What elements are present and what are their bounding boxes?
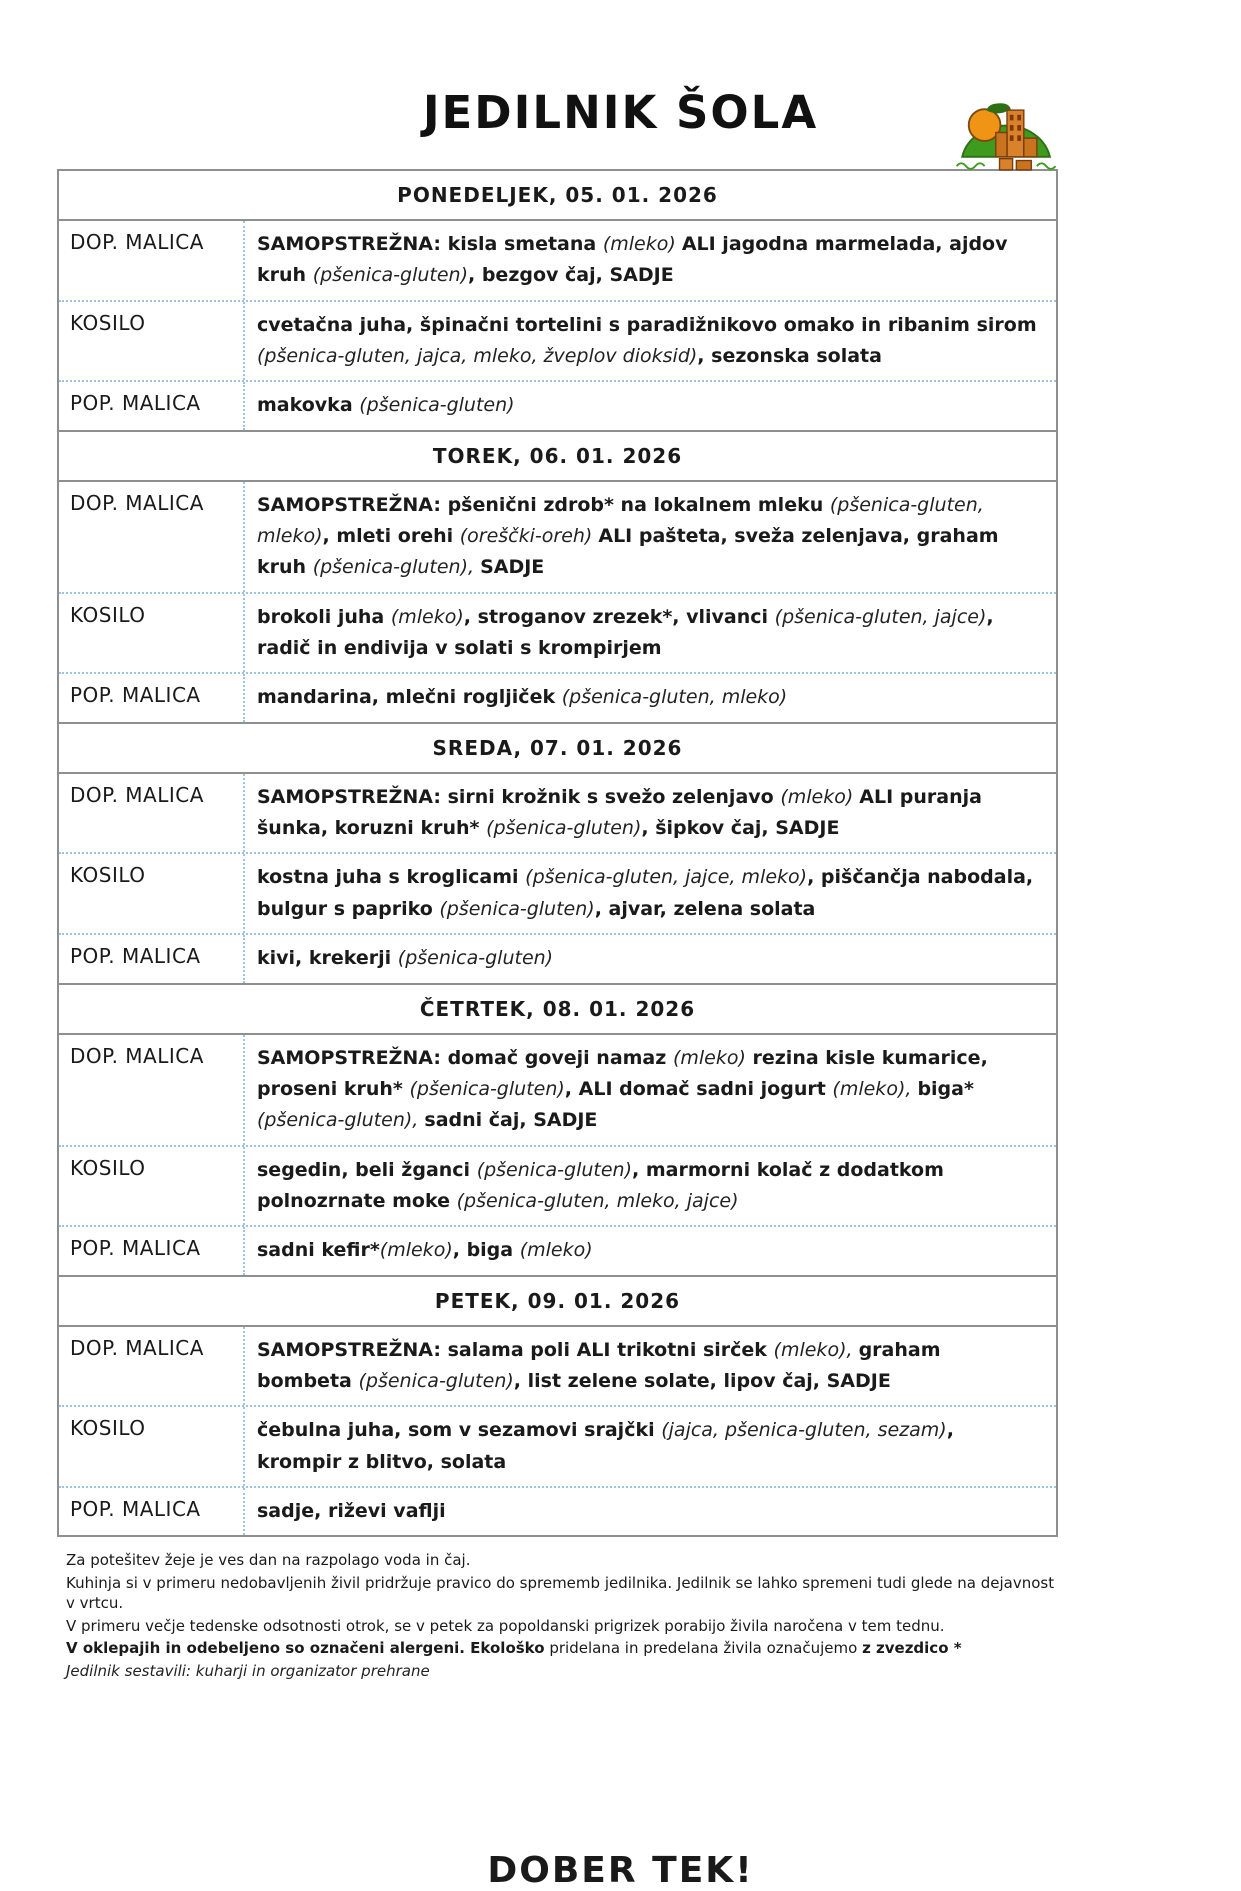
- text-segment: (pšenica-gluten),: [257, 1109, 425, 1132]
- text-segment: pridelana in predelana živila označujemo: [544, 1639, 863, 1658]
- meal-label: KOSILO: [59, 854, 245, 933]
- text-segment: (pšenica-gluten): [359, 394, 515, 417]
- text-segment: (pšenica-gluten): [486, 817, 642, 840]
- day-title: ČETRTEK, 08. 01. 2026: [419, 996, 696, 1021]
- text-segment: , šipkov čaj, SADJE: [641, 817, 840, 840]
- text-segment: SAMOPSTREŽNA: pšenični zdrob* na lokalnem mleku: [257, 493, 830, 516]
- text-segment: (mleko): [519, 1239, 593, 1262]
- meal-row: [59, 774, 1056, 853]
- meal-label: POP. MALICA: [59, 1227, 245, 1274]
- text-segment: čebulna juha, som v sezamovi srajčki: [257, 1419, 662, 1442]
- text-segment: Jedilnik sestavili: kuharji in organizator prehrane: [66, 1662, 430, 1681]
- text-segment: (pšenica-gluten): [358, 1369, 514, 1392]
- text-segment: SAMOPSTREŽNA: salama poli ALI trikotni sirček: [257, 1338, 774, 1361]
- text-segment: SAMOPSTREŽNA: kisla smetana: [257, 233, 603, 255]
- meal-label: KOSILO: [59, 302, 245, 381]
- text-segment: (jajca, pšenica-gluten, sezam): [661, 1419, 947, 1442]
- note-line: [66, 1551, 1056, 1571]
- text-segment: , radič in endivija v solati s krompirjem: [257, 605, 994, 660]
- text-segment: , bezgov čaj, SADJE: [468, 264, 674, 287]
- meal-content: [245, 221, 1056, 300]
- meal-label: DOP. MALICA: [59, 221, 245, 300]
- text-segment: sadje, riževi vaflji: [257, 1499, 446, 1522]
- day-section: [59, 722, 1056, 983]
- meal-row: [59, 1405, 1056, 1486]
- text-segment: SAMOPSTREŽNA: sirni krožnik s svežo zelenjavo: [257, 785, 781, 808]
- page-title: JEDILNIK ŠOLA: [422, 86, 819, 139]
- text-segment: , ajvar, zelena solata: [594, 897, 816, 920]
- meal-content: [245, 1035, 1056, 1145]
- meal-content: [245, 382, 1056, 429]
- meal-content: [245, 674, 1056, 721]
- text-segment: , piščančja nabodala, bulgur s papriko: [257, 866, 1034, 920]
- meal-content: [245, 594, 1056, 673]
- text-segment: makovka: [257, 394, 360, 417]
- meal-row: [59, 380, 1056, 429]
- day-title: TOREK, 06. 01. 2026: [432, 443, 683, 468]
- text-segment: segedin, beli žganci: [257, 1158, 477, 1181]
- text-segment: (pšenica-gluten): [439, 897, 595, 920]
- text-segment: , marmorni kolač z dodatkom polnozrnate moke: [257, 1158, 944, 1212]
- text-segment: , list zelene solate, lipov čaj, SADJE: [513, 1369, 891, 1392]
- meal-label: KOSILO: [59, 594, 245, 673]
- meal-row: [59, 221, 1056, 300]
- text-segment: cvetačna juha, špinačni tortelini s paradižnikovo omako in ribanim sirom: [257, 313, 1037, 336]
- day-section: [59, 1275, 1056, 1536]
- day-header: [59, 985, 1056, 1035]
- text-segment: graham bombeta: [257, 1338, 941, 1392]
- text-segment: ALI pašteta, sveža zelenjava, graham kruh: [257, 525, 999, 579]
- meal-content: [245, 935, 1056, 982]
- text-segment: ALI puranja šunka, koruzni kruh*: [257, 785, 982, 840]
- text-segment: V primeru večje tedenske odsotnosti otrok, se v petek za popoldanski prigrizek porabijo živila naročena v tem tednu.: [66, 1616, 945, 1635]
- text-segment: (pšenica-gluten),: [312, 556, 481, 579]
- text-segment: sadni kefir*: [257, 1239, 380, 1262]
- text-segment: (pšenica-gluten, mleko, jajce): [456, 1189, 739, 1212]
- meal-label: POP. MALICA: [59, 935, 245, 982]
- text-segment: z zvezdico *: [862, 1639, 962, 1658]
- footer-notes: [66, 1551, 1056, 1682]
- meal-label: POP. MALICA: [59, 1488, 245, 1535]
- meal-row: [59, 1035, 1056, 1145]
- text-segment: (mleko): [379, 1239, 453, 1262]
- meal-content: [245, 854, 1056, 933]
- text-segment: SAMOPSTREŽNA: domač goveji namaz: [257, 1046, 673, 1069]
- meal-content: [245, 1488, 1056, 1535]
- text-segment: , krompir z blitvo, solata: [257, 1419, 954, 1473]
- text-segment: (mleko): [672, 1046, 746, 1069]
- text-segment: (mleko),: [832, 1077, 918, 1100]
- day-header: [59, 1277, 1056, 1327]
- meal-row: [59, 482, 1056, 592]
- meal-row: [59, 1327, 1056, 1406]
- text-segment: brokoli juha: [257, 605, 391, 628]
- meal-label: DOP. MALICA: [59, 774, 245, 853]
- meal-row: [59, 300, 1056, 381]
- text-segment: V oklepajih in odebeljeno so označeni alergeni. Ekološko: [66, 1639, 545, 1658]
- text-segment: Kuhinja si v primeru nedobavljenih živil pridržuje pravico do sprememb jedilnika. Jedilnik se lahko spremeni tudi glede na dejavnost v vrtcu.: [66, 1574, 1055, 1612]
- meal-row: [59, 1225, 1056, 1274]
- text-segment: , mleti orehi: [322, 525, 460, 548]
- meal-content: [245, 774, 1056, 853]
- meal-content: [245, 1147, 1056, 1226]
- text-segment: SADJE: [480, 556, 545, 579]
- text-segment: rezina kisle kumarice, proseni kruh*: [257, 1046, 988, 1100]
- day-title: PONEDELJEK, 05. 01. 2026: [397, 183, 718, 207]
- note-line: [66, 1574, 1056, 1614]
- bon-appetit: DOBER TEK!: [487, 1850, 754, 1891]
- text-segment: , sezonska solata: [697, 345, 882, 368]
- text-segment: , ALI domač sadni jogurt: [564, 1077, 833, 1100]
- text-segment: sadni čaj, SADJE: [424, 1109, 598, 1132]
- text-segment: (mleko): [602, 233, 682, 255]
- text-segment: , biga: [452, 1239, 520, 1262]
- meal-label: KOSILO: [59, 1147, 245, 1226]
- day-header: [59, 432, 1056, 482]
- text-segment: (mleko): [390, 605, 464, 628]
- text-segment: (pšenica-gluten, jajce, mleko): [525, 866, 808, 889]
- day-title: PETEK, 09. 01. 2026: [434, 1288, 681, 1313]
- text-segment: , stroganov zrezek*, vlivanci: [463, 605, 775, 628]
- meal-row: [59, 592, 1056, 673]
- day-section: [59, 430, 1056, 722]
- text-segment: (pšenica-gluten, jajca, mleko, žveplov dioksid): [257, 345, 698, 368]
- day-header: [59, 171, 1056, 221]
- text-segment: (mleko): [780, 785, 860, 808]
- day-title: SREDA, 07. 01. 2026: [432, 735, 683, 760]
- note-line: [66, 1617, 1056, 1637]
- meal-row: [59, 1145, 1056, 1226]
- text-segment: (mleko),: [773, 1338, 859, 1361]
- text-segment: (pšenica-gluten, mleko): [561, 686, 788, 709]
- day-section: [59, 983, 1056, 1275]
- meal-label: DOP. MALICA: [59, 1035, 245, 1145]
- text-segment: kostna juha s kroglicami: [257, 866, 526, 889]
- meal-label: POP. MALICA: [59, 674, 245, 721]
- text-segment: biga*: [917, 1077, 974, 1100]
- meal-row: [59, 933, 1056, 982]
- meal-label: DOP. MALICA: [59, 1327, 245, 1406]
- text-segment: mandarina, mlečni rogljiček: [257, 686, 562, 709]
- text-segment: (pšenica-gluten): [397, 947, 554, 970]
- meal-row: [59, 672, 1056, 721]
- meal-label: POP. MALICA: [59, 382, 245, 429]
- menu-table: [57, 169, 1058, 1537]
- meal-content: [245, 1227, 1056, 1274]
- meal-content: [245, 1327, 1056, 1406]
- text-segment: (pšenica-gluten): [476, 1158, 632, 1181]
- note-line: [66, 1662, 1056, 1682]
- meal-content: [245, 302, 1056, 381]
- day-section: [59, 171, 1056, 430]
- text-segment: ALI jagodna marmelada, ajdov kruh: [257, 233, 1008, 287]
- text-segment: kivi, krekerji: [257, 947, 398, 970]
- text-segment: (pšenica-gluten, jajce): [774, 605, 987, 628]
- school-logo-icon: [951, 100, 1063, 180]
- text-segment: (pšenica-gluten): [312, 264, 468, 287]
- text-segment: (pšenica-gluten): [409, 1077, 565, 1100]
- meal-label: KOSILO: [59, 1407, 245, 1486]
- meal-content: [245, 482, 1056, 592]
- day-header: [59, 724, 1056, 774]
- meal-label: DOP. MALICA: [59, 482, 245, 592]
- meal-row: [59, 852, 1056, 933]
- text-segment: (pšenica-gluten, mleko): [257, 493, 984, 548]
- text-segment: (oreščki-oreh): [459, 525, 599, 548]
- text-segment: Za potešitev žeje je ves dan na razpolago voda in čaj.: [66, 1551, 471, 1570]
- note-line: [66, 1639, 1056, 1659]
- meal-row: [59, 1486, 1056, 1535]
- meal-content: [245, 1407, 1056, 1486]
